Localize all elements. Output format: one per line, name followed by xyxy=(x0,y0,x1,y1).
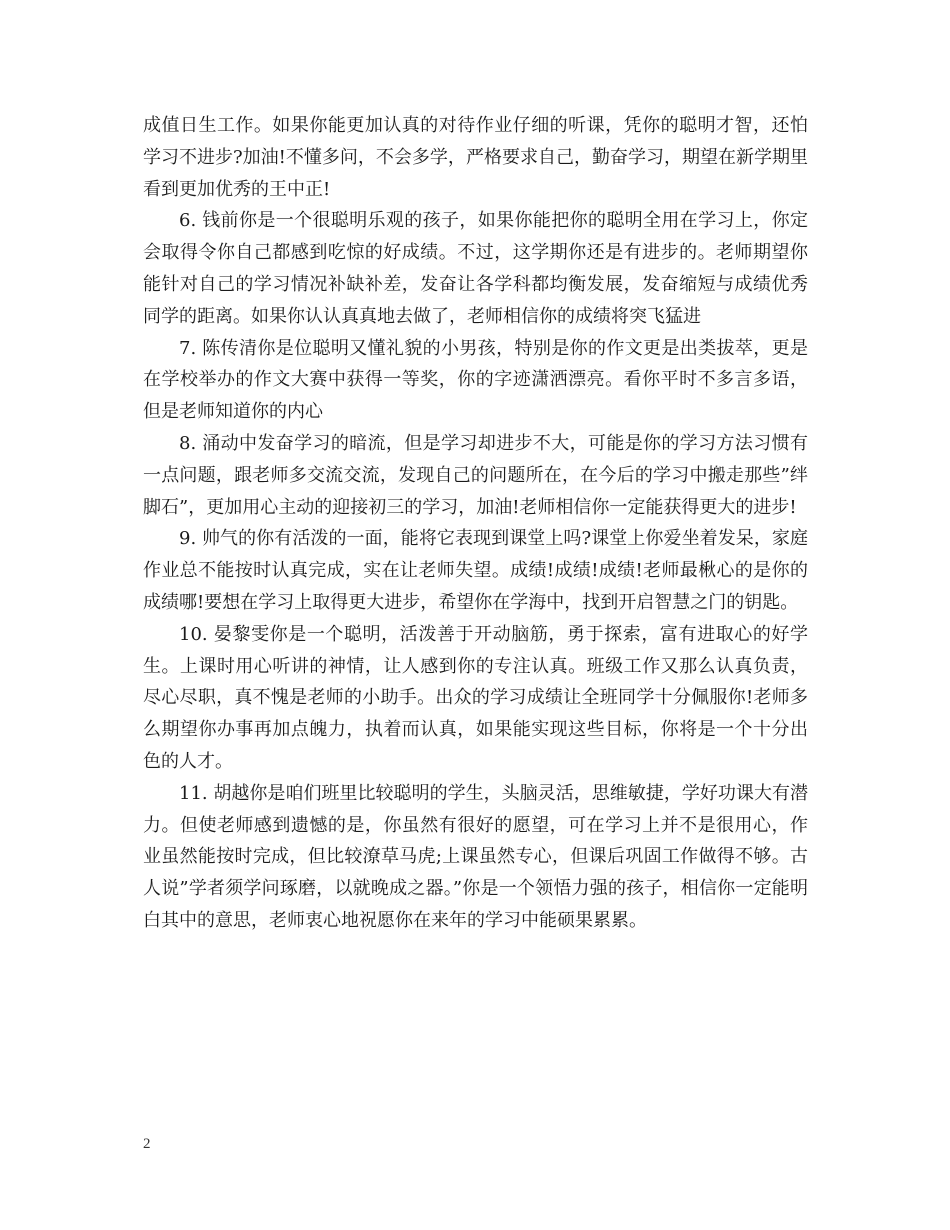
paragraph-continuation: 成值日生工作。如果你能更加认真的对待作业仔细的听课，凭你的聪明才智，还怕学习不进步?加油!不懂多问，不会多学，严格要求自己，勤奋学习，期望在新学期里看到更加优秀的王中正! xyxy=(143,115,808,200)
document-body xyxy=(143,110,808,937)
paragraph-item-9: 9. 帅气的你有活泼的一面，能将它表现到课堂上吗?课堂上你爱坐着发呆，家庭作业总不能按时认真完成，实在让老师失望。成绩!成绩!成绩!老师最楸心的是你的成绩哪!要想在学习上取得更大进步，希望你在学海中，找到开启智慧之门的钥匙。 xyxy=(143,528,808,613)
paragraph-item-11: 11. 胡越你是咱们班里比较聪明的学生，头脑灵活，思维敏捷，学好功课大有潜力。但使老师感到遗憾的是，你虽然有很好的愿望，可在学习上并不是很用心，作业虽然能按时完成，但比较潦草马虎;上课虽然专心，但课后巩固工作做得不够。古人说”学者须学问琢磨，以就晚成之器。”你是一个领悟力强的孩子，相信你一定能明白其中的意思，老师衷心地祝愿你在来年的学习中能硕果累累。 xyxy=(143,782,808,931)
paragraph-item-8: 8. 涌动中发奋学习的暗流，但是学习却进步不大，可能是你的学习方法习惯有一点问题，跟老师多交流交流，发现自己的问题所在，在今后的学习中搬走那些”绊脚石”，更加用心主动的迎接初三的学习，加油!老师相信你一定能获得更大的进步! xyxy=(143,432,808,518)
paragraph-item-7: 7. 陈传清你是位聪明又懂礼貌的小男孩，特别是你的作文更是出类拔萃，更是在学校举办的作文大赛中获得一等奖，你的字迹潇洒漂亮。看你平时不多言多语，但是老师知道你的内心 xyxy=(143,337,808,423)
paragraph-item-10: 10. 晏黎雯你是一个聪明，活泼善于开动脑筋，勇于探索，富有进取心的好学生。上课时用心听讲的神情，让人感到你的专注认真。班级工作又那么认真负责，尽心尽职，真不愧是老师的小助手。出众的学习成绩让全班同学十分佩服你!老师多么期望你办事再加点魄力，执着而认真，如果能实现这些目标，你将是一个十分出色的人才。 xyxy=(143,623,808,772)
page-number: 2 xyxy=(143,1136,151,1152)
paragraph-item-6: 6. 钱前你是一个很聪明乐观的孩子，如果你能把你的聪明全用在学习上，你定会取得令你自己都感到吃惊的好成绩。不过，这学期你还是有进步的。老师期望你能针对自己的学习情况补缺补差，发奋让各学科都均衡发展，发奋缩短与成绩优秀同学的距离。如果你认认真真地去做了，老师相信你的成绩将突飞猛进 xyxy=(143,210,808,327)
